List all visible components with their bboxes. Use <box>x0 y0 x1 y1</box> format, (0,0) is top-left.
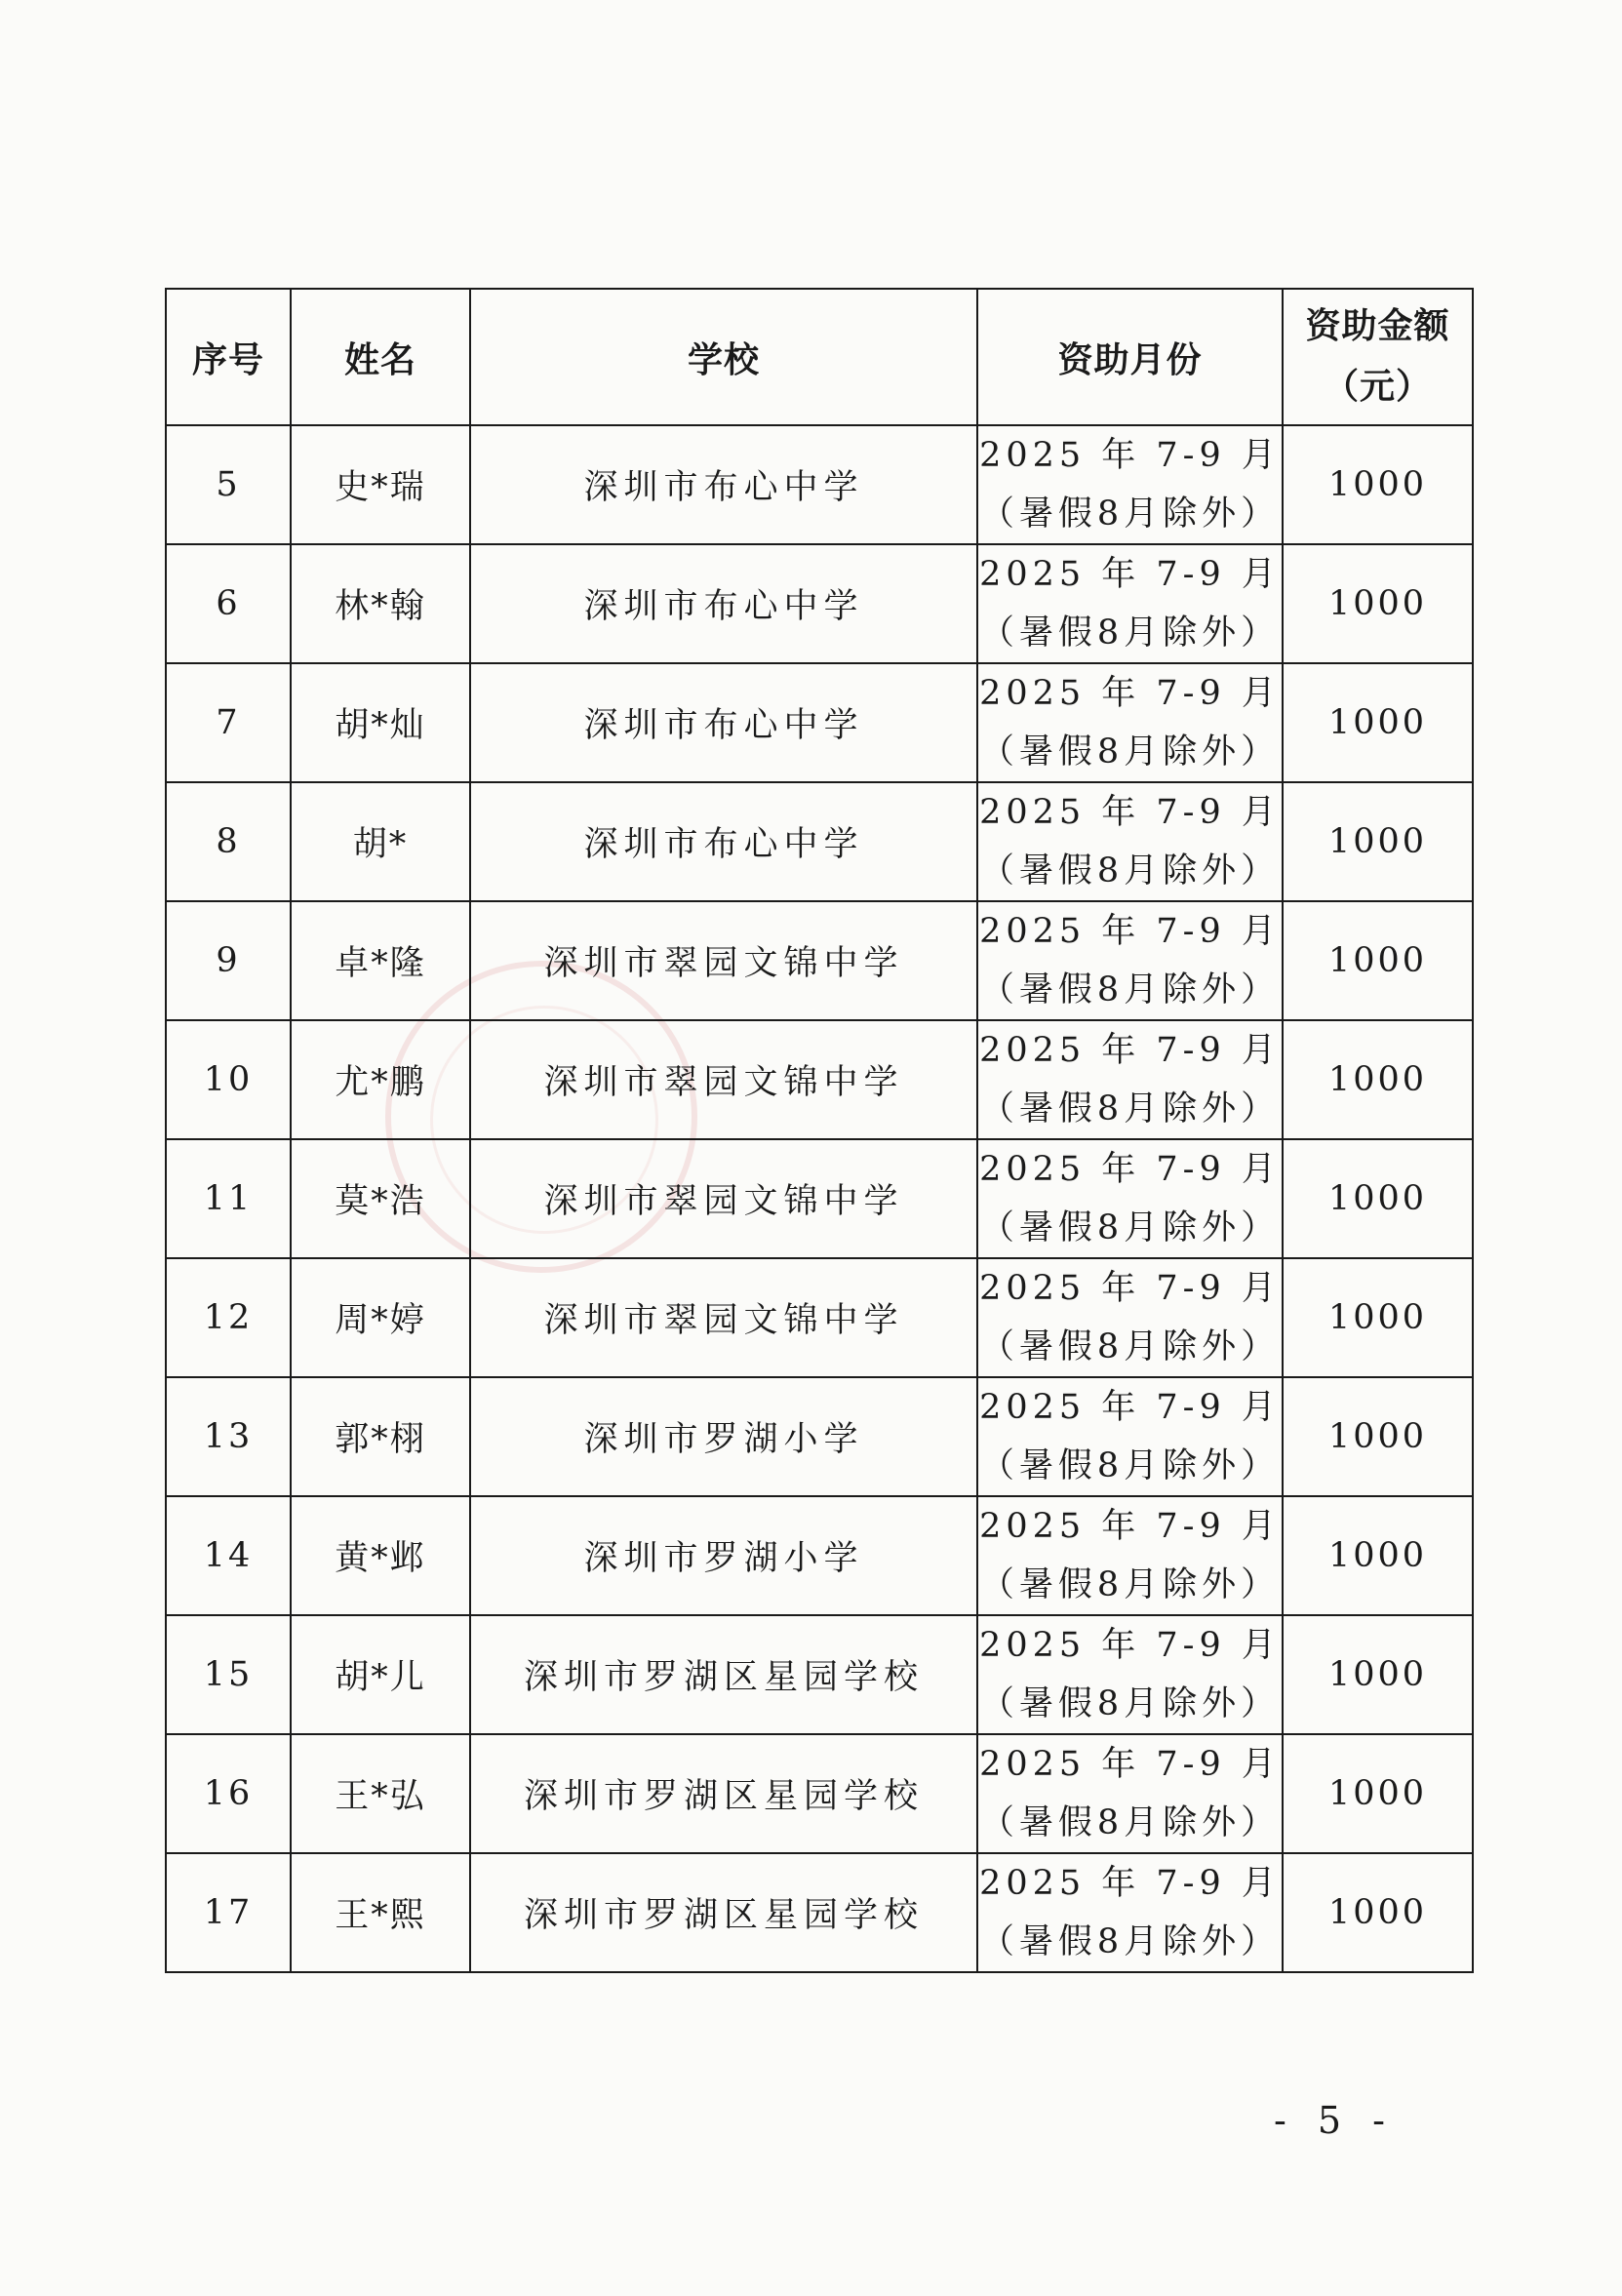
cell-period <box>977 901 1283 1020</box>
cell-amount: 1000 <box>1283 1377 1473 1496</box>
header-amount <box>1283 289 1473 425</box>
cell-period-line2: （暑假8月除外） <box>979 1684 1281 1723</box>
cell-name: 林*翰 <box>291 544 470 663</box>
table-row <box>166 1496 1473 1615</box>
cell-period <box>977 1377 1283 1496</box>
cell-seq: 11 <box>166 1139 291 1258</box>
cell-amount: 1000 <box>1283 1139 1473 1258</box>
cell-school: 深圳市罗湖小学 <box>470 1377 977 1496</box>
cell-period-line2: （暑假8月除外） <box>979 970 1281 1009</box>
cell-amount: 1000 <box>1283 1734 1473 1853</box>
cell-period <box>977 1258 1283 1377</box>
cell-period-line1: 2025 年 7-9 月 <box>979 1388 1281 1427</box>
cell-period <box>977 1139 1283 1258</box>
cell-school: 深圳市罗湖区星园学校 <box>470 1853 977 1972</box>
cell-period-line1: 2025 年 7-9 月 <box>979 1269 1281 1308</box>
table-row <box>166 1734 1473 1853</box>
table-row <box>166 544 1473 663</box>
cell-school: 深圳市布心中学 <box>470 544 977 663</box>
cell-period-line1: 2025 年 7-9 月 <box>979 1150 1281 1189</box>
cell-period <box>977 1853 1283 1972</box>
header-name: 姓名 <box>291 289 470 425</box>
cell-amount: 1000 <box>1283 544 1473 663</box>
cell-period-line1: 2025 年 7-9 月 <box>979 674 1281 713</box>
cell-seq: 14 <box>166 1496 291 1615</box>
cell-seq: 12 <box>166 1258 291 1377</box>
table-row <box>166 782 1473 901</box>
cell-name: 胡*儿 <box>291 1615 470 1734</box>
cell-name: 王*熙 <box>291 1853 470 1972</box>
cell-period-line1: 2025 年 7-9 月 <box>979 1745 1281 1784</box>
page-number: - 5 - <box>1273 2099 1395 2142</box>
cell-period-line2: （暑假8月除外） <box>979 495 1281 534</box>
cell-name: 黄*邺 <box>291 1496 470 1615</box>
cell-amount: 1000 <box>1283 663 1473 782</box>
cell-name: 莫*浩 <box>291 1139 470 1258</box>
cell-amount: 1000 <box>1283 1615 1473 1734</box>
table-row <box>166 663 1473 782</box>
cell-period <box>977 544 1283 663</box>
cell-period-line1: 2025 年 7-9 月 <box>979 1031 1281 1070</box>
cell-seq: 7 <box>166 663 291 782</box>
cell-school: 深圳市布心中学 <box>470 663 977 782</box>
cell-name: 周*婷 <box>291 1258 470 1377</box>
header-seq: 序号 <box>166 289 291 425</box>
cell-period <box>977 1020 1283 1139</box>
cell-school: 深圳市翠园文锦中学 <box>470 1258 977 1377</box>
table-body <box>166 425 1473 1972</box>
cell-amount: 1000 <box>1283 425 1473 544</box>
cell-name: 郭*栩 <box>291 1377 470 1496</box>
table-row <box>166 1139 1473 1258</box>
cell-period-line2: （暑假8月除外） <box>979 1922 1281 1961</box>
cell-period <box>977 1734 1283 1853</box>
table-row <box>166 425 1473 544</box>
cell-amount: 1000 <box>1283 782 1473 901</box>
cell-period <box>977 782 1283 901</box>
cell-period <box>977 1496 1283 1615</box>
cell-school: 深圳市布心中学 <box>470 782 977 901</box>
cell-period <box>977 1615 1283 1734</box>
table-row <box>166 1853 1473 1972</box>
cell-amount: 1000 <box>1283 1020 1473 1139</box>
cell-period-line1: 2025 年 7-9 月 <box>979 1507 1281 1546</box>
table-row <box>166 1615 1473 1734</box>
header-period: 资助月份 <box>977 289 1283 425</box>
cell-school: 深圳市翠园文锦中学 <box>470 1020 977 1139</box>
header-amount-line2: （元） <box>1323 367 1432 407</box>
cell-school: 深圳市罗湖小学 <box>470 1496 977 1615</box>
cell-seq: 9 <box>166 901 291 1020</box>
cell-period-line2: （暑假8月除外） <box>979 1327 1281 1366</box>
cell-period <box>977 425 1283 544</box>
cell-period-line1: 2025 年 7-9 月 <box>979 1626 1281 1665</box>
cell-period-line1: 2025 年 7-9 月 <box>979 436 1281 475</box>
cell-period-line2: （暑假8月除外） <box>979 1089 1281 1128</box>
cell-period-line2: （暑假8月除外） <box>979 1446 1281 1485</box>
cell-period-line2: （暑假8月除外） <box>979 732 1281 772</box>
cell-seq: 5 <box>166 425 291 544</box>
table-row <box>166 1258 1473 1377</box>
cell-amount: 1000 <box>1283 901 1473 1020</box>
cell-name: 卓*隆 <box>291 901 470 1020</box>
cell-school: 深圳市罗湖区星园学校 <box>470 1615 977 1734</box>
cell-name: 胡*灿 <box>291 663 470 782</box>
cell-amount: 1000 <box>1283 1258 1473 1377</box>
subsidy-roster-table <box>165 288 1474 1973</box>
cell-period-line2: （暑假8月除外） <box>979 1565 1281 1604</box>
table-row <box>166 1020 1473 1139</box>
cell-period-line1: 2025 年 7-9 月 <box>979 912 1281 951</box>
cell-name: 王*弘 <box>291 1734 470 1853</box>
cell-seq: 13 <box>166 1377 291 1496</box>
cell-seq: 17 <box>166 1853 291 1972</box>
cell-amount: 1000 <box>1283 1853 1473 1972</box>
cell-period-line1: 2025 年 7-9 月 <box>979 1864 1281 1903</box>
cell-seq: 16 <box>166 1734 291 1853</box>
cell-period-line2: （暑假8月除外） <box>979 1208 1281 1247</box>
cell-period-line2: （暑假8月除外） <box>979 614 1281 653</box>
cell-seq: 6 <box>166 544 291 663</box>
cell-seq: 15 <box>166 1615 291 1734</box>
cell-seq: 8 <box>166 782 291 901</box>
cell-period-line2: （暑假8月除外） <box>979 1803 1281 1842</box>
cell-school: 深圳市翠园文锦中学 <box>470 901 977 1020</box>
cell-period-line2: （暑假8月除外） <box>979 851 1281 891</box>
table-row <box>166 1377 1473 1496</box>
cell-period-line1: 2025 年 7-9 月 <box>979 793 1281 832</box>
cell-school: 深圳市罗湖区星园学校 <box>470 1734 977 1853</box>
header-amount-line1: 资助金额 <box>1305 306 1450 346</box>
cell-school: 深圳市布心中学 <box>470 425 977 544</box>
cell-name: 胡* <box>291 782 470 901</box>
table-header-row <box>166 289 1473 425</box>
cell-school: 深圳市翠园文锦中学 <box>470 1139 977 1258</box>
cell-seq: 10 <box>166 1020 291 1139</box>
table-row <box>166 901 1473 1020</box>
cell-period-line1: 2025 年 7-9 月 <box>979 555 1281 594</box>
cell-name: 史*瑞 <box>291 425 470 544</box>
header-school: 学校 <box>470 289 977 425</box>
cell-period <box>977 663 1283 782</box>
cell-name: 尤*鹏 <box>291 1020 470 1139</box>
cell-amount: 1000 <box>1283 1496 1473 1615</box>
